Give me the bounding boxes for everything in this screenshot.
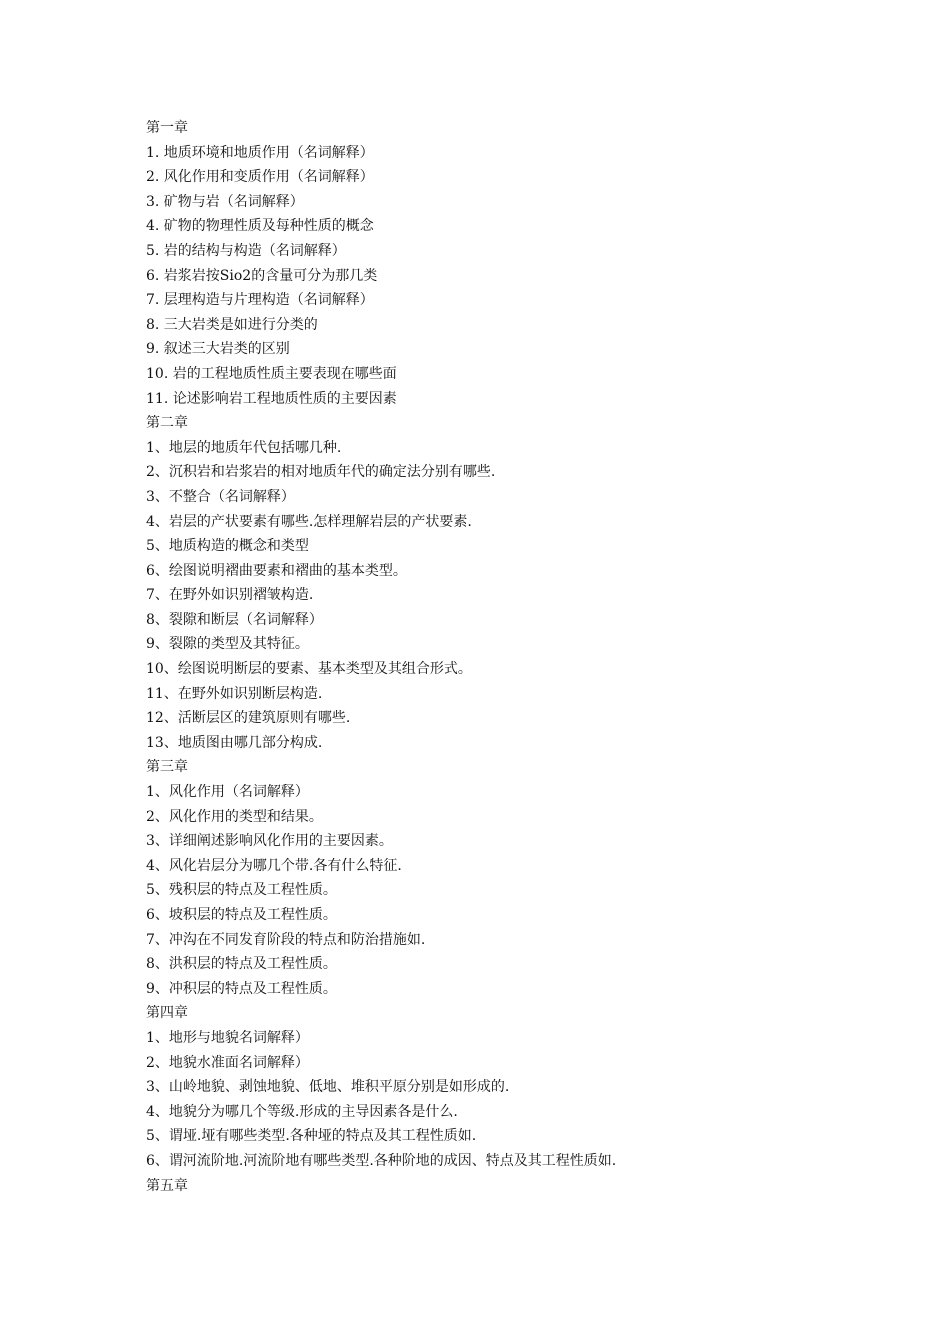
chapter-1-item-2: 2. 风化作用和变质作用（名词解释） (146, 169, 374, 186)
chapter-2-item-3: 3、不整合（名词解释） (146, 488, 295, 505)
chapter-3-item-8: 8、洪积层的特点及工程性质。 (146, 956, 337, 973)
chapter-1-item-11: 11. 论述影响岩工程地质性质的主要因素 (146, 390, 397, 407)
chapter-3-item-9: 9、冲积层的特点及工程性质。 (146, 980, 337, 997)
chapter-1-item-5: 5. 岩的结构与构造（名词解释） (146, 242, 346, 259)
chapter-3-item-4: 4、风化岩层分为哪几个带.各有什么特征. (146, 857, 402, 874)
chapter-3-item-1: 1、风化作用（名词解释） (146, 784, 309, 801)
chapter-3-title: 第三章 (146, 759, 188, 776)
chapter-2-item-13: 13、地质图由哪几部分构成. (146, 734, 323, 751)
chapter-2-item-4: 4、岩层的产状要素有哪些.怎样理解岩层的产状要素. (146, 513, 472, 530)
chapter-4-item-6: 6、谓河流阶地.河流阶地有哪些类型.各种阶地的成因、特点及其工程性质如. (146, 1152, 617, 1169)
chapter-2-item-5: 5、地质构造的概念和类型 (146, 538, 309, 555)
chapter-4-title: 第四章 (146, 1005, 188, 1022)
chapter-1-item-1: 1. 地质环境和地质作用（名词解释） (146, 144, 374, 161)
chapter-2-item-1: 1、地层的地质年代包括哪几种. (146, 439, 342, 456)
chapter-4-item-5: 5、谓垭.垭有哪些类型.各种垭的特点及其工程性质如. (146, 1128, 477, 1145)
chapter-2-item-11: 11、在野外如识别断层构造. (146, 685, 323, 702)
chapter-1-title: 第一章 (146, 120, 188, 136)
chapter-3-item-5: 5、残积层的特点及工程性质。 (146, 882, 337, 899)
chapter-2-item-9: 9、裂隙的类型及其特征。 (146, 636, 309, 653)
chapter-2-item-8: 8、裂隙和断层（名词解释） (146, 611, 323, 628)
chapter-1-item-3: 3. 矿物与岩（名词解释） (146, 193, 304, 210)
chapter-2-item-7: 7、在野外如识别褶皱构造. (146, 587, 314, 604)
chapter-3-item-7: 7、冲沟在不同发育阶段的特点和防治措施如. (146, 931, 426, 948)
chapter-2-item-10: 10、绘图说明断层的要素、基本类型及其组合形式。 (146, 661, 472, 678)
chapter-3-item-2: 2、风化作用的类型和结果。 (146, 808, 323, 825)
chapter-4-item-4: 4、地貌分为哪几个等级.形成的主导因素各是什么. (146, 1103, 458, 1120)
document-page (146, 116, 906, 1198)
chapter-5-title: 第五章 (146, 1177, 188, 1194)
chapter-1-item-10: 10. 岩的工程地质性质主要表现在哪些面 (146, 365, 397, 382)
chapter-3-item-3: 3、详细阐述影响风化作用的主要因素。 (146, 833, 393, 850)
chapter-1-item-9: 9. 叙述三大岩类的区别 (146, 341, 290, 358)
chapter-4-item-3: 3、山岭地貌、剥蚀地貌、低地、堆积平原分别是如形成的. (146, 1079, 510, 1096)
chapter-2-item-2: 2、沉积岩和岩浆岩的相对地质年代的确定法分别有哪些. (146, 464, 496, 481)
chapter-1-item-6: 6. 岩浆岩按Sio2的含量可分为那几类 (146, 267, 378, 284)
chapter-3-item-6: 6、坡积层的特点及工程性质。 (146, 907, 337, 923)
chapter-2-item-6: 6、绘图说明褶曲要素和褶曲的基本类型。 (146, 562, 407, 579)
chapter-4-item-2: 2、地貌水准面名词解释） (146, 1054, 309, 1071)
chapter-2-title: 第二章 (146, 415, 188, 432)
chapter-1-item-8: 8. 三大岩类是如进行分类的 (146, 316, 318, 333)
chapter-4-item-1: 1、地形与地貌名词解释） (146, 1029, 309, 1046)
chapter-2-item-12: 12、活断层区的建筑原则有哪些. (146, 710, 351, 727)
chapter-1-item-4: 4. 矿物的物理性质及每种性质的概念 (146, 218, 374, 235)
chapter-1-item-7: 7. 层理构造与片理构造（名词解释） (146, 292, 374, 309)
